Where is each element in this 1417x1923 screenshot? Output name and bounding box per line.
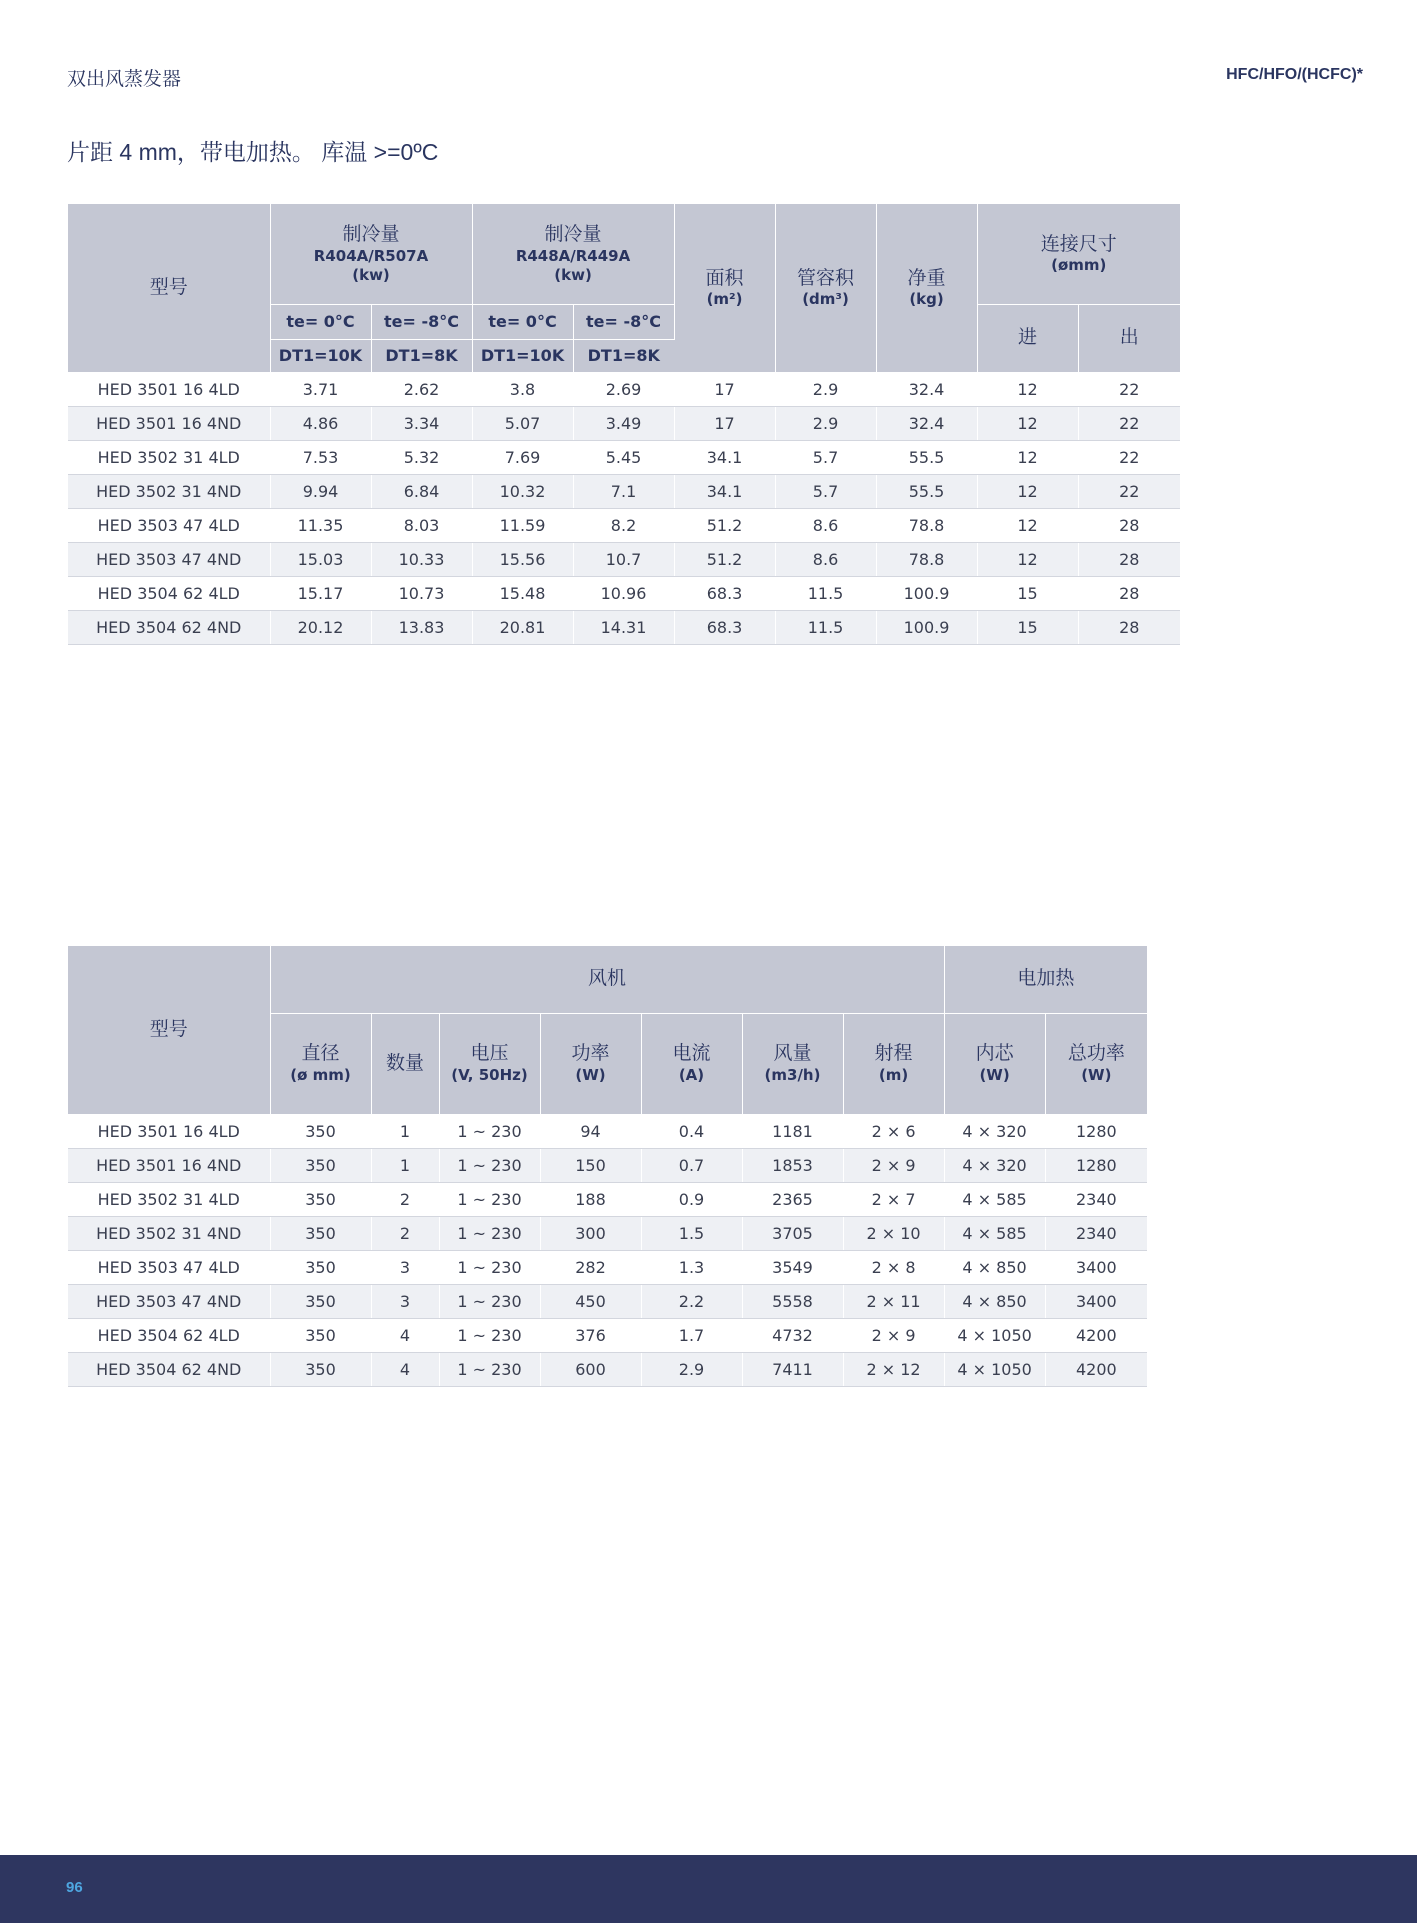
- table-cell: 28: [1078, 610, 1180, 644]
- table-row: [68, 1318, 1147, 1352]
- table-cell: 4: [371, 1318, 439, 1352]
- table-cell: 22: [1078, 474, 1180, 508]
- table-cell: 1 ~ 230: [439, 1182, 540, 1216]
- cell-model: HED 3501 16 4ND: [68, 1148, 270, 1182]
- table-cell: 7411: [742, 1352, 843, 1386]
- table-cell: 3: [371, 1284, 439, 1318]
- table-cell: 1 ~ 230: [439, 1250, 540, 1284]
- table-row: [68, 474, 1180, 508]
- table-row: [68, 1284, 1147, 1318]
- table-cell: 28: [1078, 542, 1180, 576]
- page-subtitle: 片距 4 mm，带电加热。 库温 >=0ºC: [67, 139, 439, 165]
- table-row: [68, 508, 1180, 542]
- col-te0-r404a: te= 0°C: [270, 304, 371, 339]
- table-cell: 376: [540, 1318, 641, 1352]
- table-cell: 22: [1078, 440, 1180, 474]
- table-cell: 4 × 850: [944, 1284, 1045, 1318]
- table-cell: 1 ~ 230: [439, 1352, 540, 1386]
- table-cell: 0.4: [641, 1114, 742, 1148]
- col-te8-r404a: te= -8°C: [371, 304, 472, 339]
- col-voltage: 电压 (V, 50Hz): [439, 1013, 540, 1114]
- table-cell: 78.8: [876, 508, 977, 542]
- table-cell: 15: [977, 576, 1078, 610]
- table-cell: 6.84: [371, 474, 472, 508]
- col-capacity-r448a: 制冷量 R448A/R449A (kw): [472, 204, 674, 304]
- table-cell: 12: [977, 372, 1078, 406]
- table-cell: 0.9: [641, 1182, 742, 1216]
- table-cell: 5.7: [775, 440, 876, 474]
- table-cell: 11.35: [270, 508, 371, 542]
- table-cell: 12: [977, 508, 1078, 542]
- table-cell: 2.69: [573, 372, 674, 406]
- table-cell: 1 ~ 230: [439, 1216, 540, 1250]
- col-te0-r448a: te= 0°C: [472, 304, 573, 339]
- table-cell: 7.53: [270, 440, 371, 474]
- table-cell: 0.7: [641, 1148, 742, 1182]
- table-cell: 78.8: [876, 542, 977, 576]
- table-cell: 1.7: [641, 1318, 742, 1352]
- table-cell: 10.33: [371, 542, 472, 576]
- table-row: [68, 576, 1180, 610]
- table-row: [68, 1148, 1147, 1182]
- table-cell: 8.6: [775, 508, 876, 542]
- table-cell: 150: [540, 1148, 641, 1182]
- table-row: [68, 1250, 1147, 1284]
- col-outlet: 出: [1078, 304, 1180, 372]
- table-cell: 2.9: [641, 1352, 742, 1386]
- table-cell: 55.5: [876, 474, 977, 508]
- table-cell: 15.03: [270, 542, 371, 576]
- cell-model: HED 3503 47 4LD: [68, 508, 270, 542]
- table-cell: 94: [540, 1114, 641, 1148]
- table-cell: 100.9: [876, 610, 977, 644]
- table-cell: 2.2: [641, 1284, 742, 1318]
- table-cell: 4 × 585: [944, 1182, 1045, 1216]
- table-cell: 8.03: [371, 508, 472, 542]
- table-cell: 55.5: [876, 440, 977, 474]
- table-cell: 51.2: [674, 508, 775, 542]
- col-weight: 净重 (kg): [876, 204, 977, 372]
- table-cell: 2365: [742, 1182, 843, 1216]
- table-cell: 2: [371, 1216, 439, 1250]
- table-cell: 20.81: [472, 610, 573, 644]
- table-cell: 8.6: [775, 542, 876, 576]
- table-cell: 17: [674, 372, 775, 406]
- table-cell: 15.17: [270, 576, 371, 610]
- cell-model: HED 3504 62 4LD: [68, 1318, 270, 1352]
- table-cell: 2 × 6: [843, 1114, 944, 1148]
- table-cell: 34.1: [674, 440, 775, 474]
- table-cell: 2340: [1045, 1182, 1147, 1216]
- table-cell: 3.34: [371, 406, 472, 440]
- col-tube-volume: 管容积 (dm³): [775, 204, 876, 372]
- table-cell: 51.2: [674, 542, 775, 576]
- table-cell: 2.9: [775, 372, 876, 406]
- table-cell: 1.3: [641, 1250, 742, 1284]
- table-cell: 28: [1078, 508, 1180, 542]
- fan-heater-table: [68, 946, 1147, 1387]
- col-area: 面积 (m²): [674, 204, 775, 372]
- table-cell: 15.56: [472, 542, 573, 576]
- table-cell: 3400: [1045, 1250, 1147, 1284]
- table-cell: 4.86: [270, 406, 371, 440]
- col-capacity-r404a: 制冷量 R404A/R507A (kw): [270, 204, 472, 304]
- table-cell: 34.1: [674, 474, 775, 508]
- table-cell: 12: [977, 474, 1078, 508]
- table-row: [68, 1182, 1147, 1216]
- cell-model: HED 3504 62 4ND: [68, 610, 270, 644]
- table-cell: 1: [371, 1114, 439, 1148]
- col-current: 电流 (A): [641, 1013, 742, 1114]
- col-quantity: 数量: [371, 1013, 439, 1114]
- col-model: 型号: [68, 946, 270, 1114]
- table-cell: 11.5: [775, 610, 876, 644]
- table-cell: 350: [270, 1216, 371, 1250]
- col-throw: 射程 (m): [843, 1013, 944, 1114]
- table-cell: 1181: [742, 1114, 843, 1148]
- table-cell: 3.8: [472, 372, 573, 406]
- table-cell: 5.07: [472, 406, 573, 440]
- table-cell: 350: [270, 1352, 371, 1386]
- table-cell: 1280: [1045, 1148, 1147, 1182]
- table-cell: 4 × 320: [944, 1148, 1045, 1182]
- table-cell: 4732: [742, 1318, 843, 1352]
- table-cell: 15.48: [472, 576, 573, 610]
- table-cell: 10.96: [573, 576, 674, 610]
- col-inlet: 进: [977, 304, 1078, 372]
- table-cell: 5558: [742, 1284, 843, 1318]
- table-cell: 10.73: [371, 576, 472, 610]
- table-cell: 2 × 10: [843, 1216, 944, 1250]
- table-cell: 12: [977, 440, 1078, 474]
- cell-model: HED 3503 47 4LD: [68, 1250, 270, 1284]
- table-cell: 13.83: [371, 610, 472, 644]
- table-cell: 1 ~ 230: [439, 1114, 540, 1148]
- table-cell: 188: [540, 1182, 641, 1216]
- table-cell: 2 × 12: [843, 1352, 944, 1386]
- table-cell: 282: [540, 1250, 641, 1284]
- table-cell: 10.32: [472, 474, 573, 508]
- table-cell: 7.69: [472, 440, 573, 474]
- table-cell: 8.2: [573, 508, 674, 542]
- table-cell: 1853: [742, 1148, 843, 1182]
- cell-model: HED 3501 16 4LD: [68, 1114, 270, 1148]
- table-cell: 2.9: [775, 406, 876, 440]
- table-cell: 450: [540, 1284, 641, 1318]
- table-cell: 20.12: [270, 610, 371, 644]
- table-cell: 350: [270, 1250, 371, 1284]
- table-row: [68, 1352, 1147, 1386]
- table-cell: 12: [977, 406, 1078, 440]
- table-cell: 15: [977, 610, 1078, 644]
- col-te8-r448a: te= -8°C: [573, 304, 674, 339]
- table-row: [68, 1114, 1147, 1148]
- table-cell: 4 × 1050: [944, 1318, 1045, 1352]
- table-cell: 2.62: [371, 372, 472, 406]
- table-cell: 68.3: [674, 576, 775, 610]
- capacity-table: [68, 204, 1180, 645]
- col-heater-total: 总功率 (W): [1045, 1013, 1147, 1114]
- col-fan-group: 风机: [270, 946, 944, 1013]
- table-cell: 3.49: [573, 406, 674, 440]
- table-cell: 350: [270, 1148, 371, 1182]
- table-row: [68, 542, 1180, 576]
- table-cell: 12: [977, 542, 1078, 576]
- table-cell: 2 × 8: [843, 1250, 944, 1284]
- cell-model: HED 3502 31 4LD: [68, 1182, 270, 1216]
- table-cell: 2 × 9: [843, 1148, 944, 1182]
- table-cell: 3705: [742, 1216, 843, 1250]
- table-cell: 17: [674, 406, 775, 440]
- table-row: [68, 406, 1180, 440]
- page-footer: [0, 1855, 1417, 1923]
- table-cell: 14.31: [573, 610, 674, 644]
- cell-model: HED 3503 47 4ND: [68, 542, 270, 576]
- col-model: 型号: [68, 204, 270, 372]
- table-row: [68, 1216, 1147, 1250]
- table-cell: 9.94: [270, 474, 371, 508]
- table-cell: 5.45: [573, 440, 674, 474]
- table-cell: 2 × 11: [843, 1284, 944, 1318]
- table-cell: 28: [1078, 576, 1180, 610]
- table-cell: 68.3: [674, 610, 775, 644]
- table-cell: 2: [371, 1182, 439, 1216]
- table-row: [68, 440, 1180, 474]
- table-cell: 300: [540, 1216, 641, 1250]
- col-heater-group: 电加热: [944, 946, 1147, 1013]
- table-cell: 350: [270, 1182, 371, 1216]
- col-heater-core: 内芯 (W): [944, 1013, 1045, 1114]
- table-cell: 4 × 320: [944, 1114, 1045, 1148]
- table-cell: 350: [270, 1318, 371, 1352]
- table-cell: 3400: [1045, 1284, 1147, 1318]
- cell-model: HED 3501 16 4LD: [68, 372, 270, 406]
- table-cell: 4: [371, 1352, 439, 1386]
- table-cell: 1280: [1045, 1114, 1147, 1148]
- table-cell: 5.32: [371, 440, 472, 474]
- table-cell: 11.59: [472, 508, 573, 542]
- refrigerant-label: HFC/HFO/(HCFC)*: [1226, 66, 1363, 83]
- table-cell: 350: [270, 1284, 371, 1318]
- cell-model: HED 3502 31 4LD: [68, 440, 270, 474]
- table-cell: 3.71: [270, 372, 371, 406]
- table-cell: 32.4: [876, 406, 977, 440]
- table-cell: 2 × 7: [843, 1182, 944, 1216]
- table-cell: 1 ~ 230: [439, 1284, 540, 1318]
- table-cell: 1 ~ 230: [439, 1148, 540, 1182]
- col-connection: 连接尺寸 (ømm): [977, 204, 1180, 304]
- cell-model: HED 3502 31 4ND: [68, 474, 270, 508]
- table-cell: 1 ~ 230: [439, 1318, 540, 1352]
- table-cell: 4 × 1050: [944, 1352, 1045, 1386]
- col-dt10-r404a: DT1=10K: [270, 339, 371, 372]
- table-cell: 3: [371, 1250, 439, 1284]
- table-cell: 10.7: [573, 542, 674, 576]
- table-cell: 4200: [1045, 1318, 1147, 1352]
- cell-model: HED 3504 62 4ND: [68, 1352, 270, 1386]
- col-diameter: 直径 (ø mm): [270, 1013, 371, 1114]
- table-cell: 2 × 9: [843, 1318, 944, 1352]
- table-row: [68, 610, 1180, 644]
- table-cell: 4200: [1045, 1352, 1147, 1386]
- col-dt10-r448a: DT1=10K: [472, 339, 573, 372]
- table-cell: 22: [1078, 406, 1180, 440]
- table-cell: 2340: [1045, 1216, 1147, 1250]
- table-cell: 3549: [742, 1250, 843, 1284]
- table-cell: 22: [1078, 372, 1180, 406]
- table-cell: 600: [540, 1352, 641, 1386]
- table-cell: 4 × 585: [944, 1216, 1045, 1250]
- cell-model: HED 3501 16 4ND: [68, 406, 270, 440]
- table-cell: 32.4: [876, 372, 977, 406]
- table-row: [68, 372, 1180, 406]
- table-cell: 1.5: [641, 1216, 742, 1250]
- table-cell: 100.9: [876, 576, 977, 610]
- table-cell: 7.1: [573, 474, 674, 508]
- col-dt8-r404a: DT1=8K: [371, 339, 472, 372]
- table-cell: 1: [371, 1148, 439, 1182]
- cell-model: HED 3502 31 4ND: [68, 1216, 270, 1250]
- col-dt8-r448a: DT1=8K: [573, 339, 674, 372]
- table-cell: 11.5: [775, 576, 876, 610]
- page-number: 96: [66, 1879, 83, 1896]
- table-cell: 5.7: [775, 474, 876, 508]
- col-airflow: 风量 (m3/h): [742, 1013, 843, 1114]
- section-title: 双出风蒸发器: [67, 69, 182, 90]
- cell-model: HED 3504 62 4LD: [68, 576, 270, 610]
- col-power: 功率 (W): [540, 1013, 641, 1114]
- cell-model: HED 3503 47 4ND: [68, 1284, 270, 1318]
- table-cell: 4 × 850: [944, 1250, 1045, 1284]
- table-cell: 350: [270, 1114, 371, 1148]
